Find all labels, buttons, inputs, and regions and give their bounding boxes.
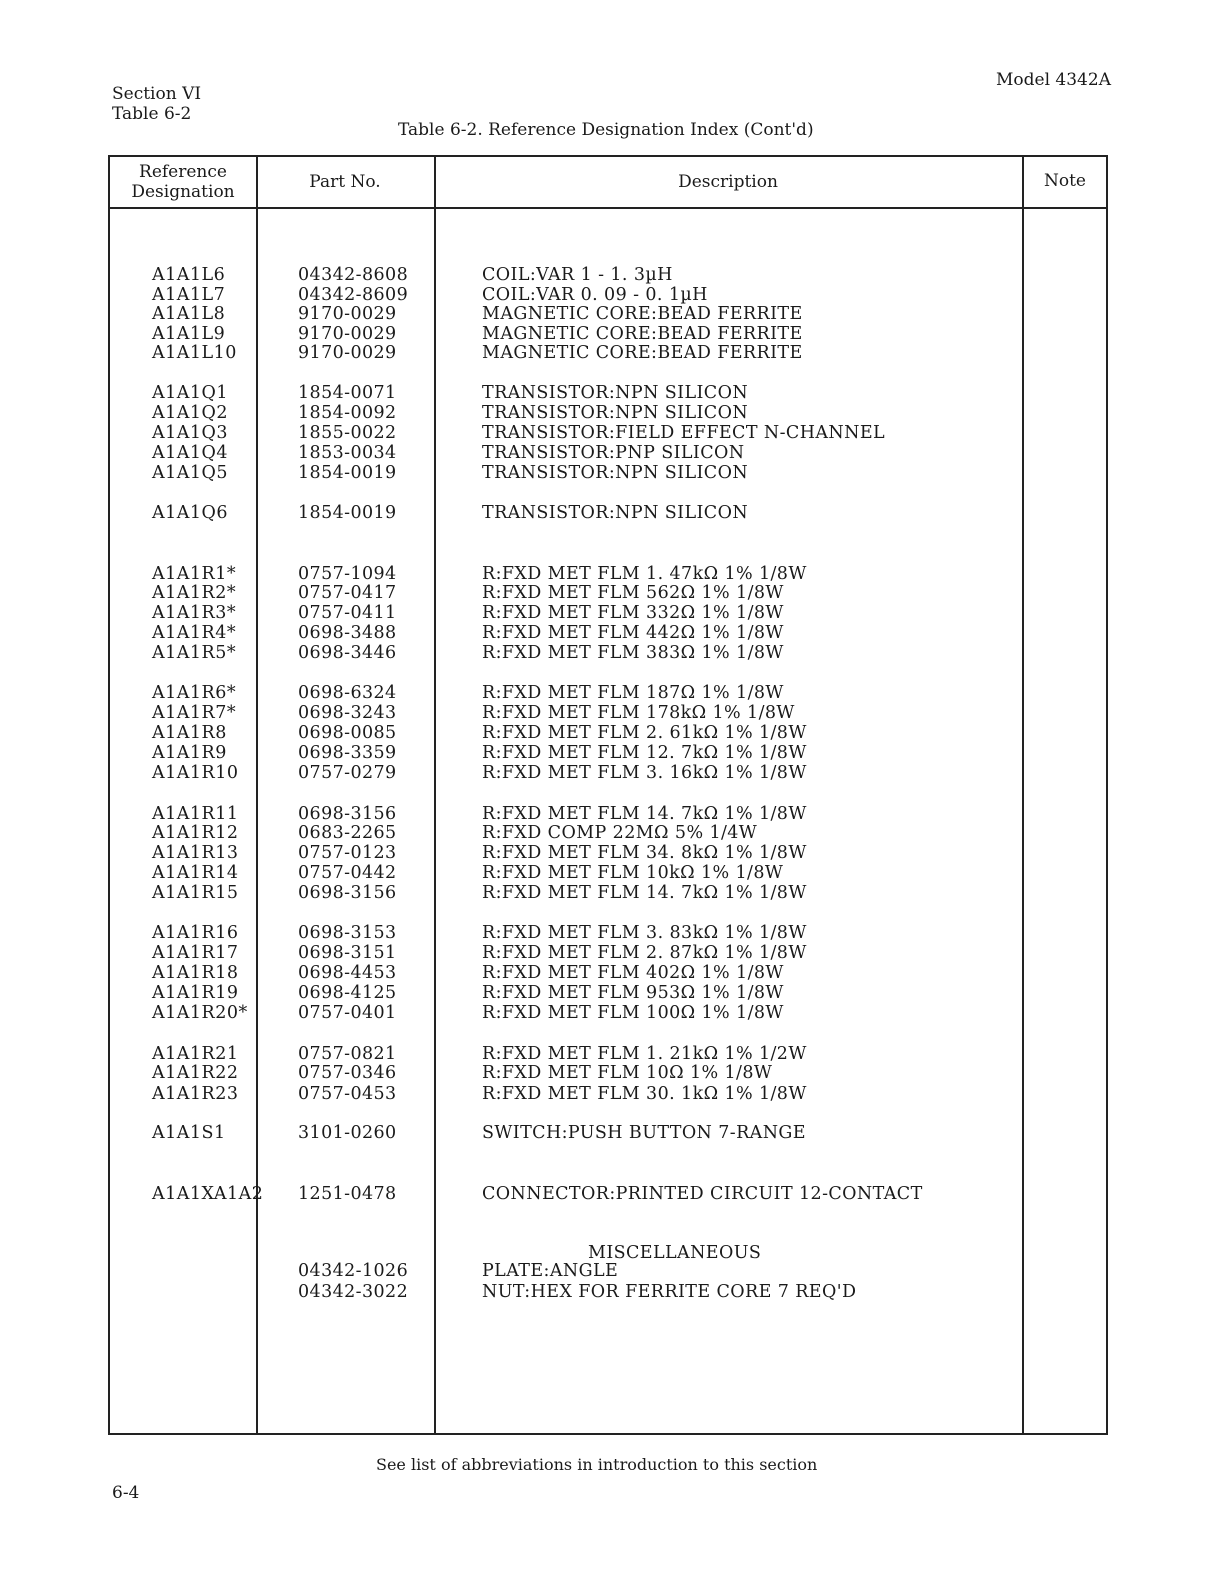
table-row [110, 1123, 1106, 1143]
cell-reference: A1A1R12 [152, 823, 239, 843]
cell-reference: A1A1Q3 [152, 423, 229, 443]
cell-reference: A1A1L10 [152, 343, 237, 363]
cell-part-no: 9170-0029 [298, 343, 397, 363]
table-row [110, 383, 1106, 403]
cell-reference: A1A1L7 [152, 285, 226, 305]
cell-part-no: 0757-0401 [298, 1003, 397, 1023]
cell-description: MAGNETIC CORE:BEAD FERRITE [482, 304, 803, 324]
table-caption: Table 6-2. Reference Designation Index (Cont'd) [398, 120, 814, 140]
cell-description: R:FXD MET FLM 10Ω 1% 1/8W [482, 1063, 773, 1083]
cell-description: MAGNETIC CORE:BEAD FERRITE [482, 324, 803, 344]
cell-description: R:FXD MET FLM 1. 47kΩ 1% 1/8W [482, 564, 807, 584]
cell-description: R:FXD MET FLM 12. 7kΩ 1% 1/8W [482, 743, 807, 763]
cell-reference: A1A1R20* [152, 1003, 248, 1023]
cell-description: R:FXD MET FLM 3. 16kΩ 1% 1/8W [482, 763, 807, 783]
cell-description: R:FXD MET FLM 187Ω 1% 1/8W [482, 683, 784, 703]
table-ref-label: Table 6-2 [112, 104, 192, 124]
cell-reference: A1A1R16 [152, 923, 239, 943]
table-row [110, 265, 1106, 285]
cell-part-no: 0698-3359 [298, 743, 397, 763]
cell-description: R:FXD MET FLM 2. 87kΩ 1% 1/8W [482, 943, 807, 963]
cell-part-no: 0757-0279 [298, 763, 397, 783]
cell-description: R:FXD MET FLM 14. 7kΩ 1% 1/8W [482, 883, 807, 903]
table-row [110, 763, 1106, 783]
table-row [110, 723, 1106, 743]
table-row [110, 503, 1106, 523]
cell-part-no: 0757-0123 [298, 843, 397, 863]
cell-part-no: 0757-1094 [298, 564, 397, 584]
cell-description: R:FXD MET FLM 3. 83kΩ 1% 1/8W [482, 923, 807, 943]
cell-part-no: 0698-3156 [298, 883, 397, 903]
table-row [110, 324, 1106, 344]
cell-reference: A1A1R18 [152, 963, 239, 983]
cell-description: COIL:VAR 1 - 1. 3µH [482, 265, 673, 285]
cell-reference: A1A1R4* [152, 623, 237, 643]
cell-part-no: 0698-3156 [298, 804, 397, 824]
column-header-note: Note [1043, 171, 1086, 191]
cell-reference: A1A1R21 [152, 1044, 239, 1064]
cell-description: R:FXD MET FLM 383Ω 1% 1/8W [482, 643, 784, 663]
cell-reference: A1A1R11 [152, 804, 239, 824]
table-row [110, 403, 1106, 423]
cell-reference: A1A1L8 [152, 304, 226, 324]
cell-description: R:FXD MET FLM 562Ω 1% 1/8W [482, 583, 784, 603]
table-row [110, 1003, 1106, 1023]
cell-description: TRANSISTOR:NPN SILICON [482, 463, 749, 483]
cell-reference: A1A1R3* [152, 603, 237, 623]
cell-part-no: 0698-6324 [298, 683, 397, 703]
cell-reference: A1A1Q5 [152, 463, 229, 483]
cell-part-no: 0698-4125 [298, 983, 397, 1003]
cell-part-no: 1854-0019 [298, 463, 397, 483]
cell-reference: A1A1R17 [152, 943, 239, 963]
table-row [110, 683, 1106, 703]
cell-part-no: 9170-0029 [298, 304, 397, 324]
cell-part-no: 1854-0019 [298, 503, 397, 523]
cell-part-no: 04342-8609 [298, 285, 409, 305]
cell-reference: A1A1L9 [152, 324, 226, 344]
cell-description: R:FXD MET FLM 442Ω 1% 1/8W [482, 623, 784, 643]
cell-description: TRANSISTOR:FIELD EFFECT N-CHANNEL [482, 423, 886, 443]
cell-description: R:FXD MET FLM 1. 21kΩ 1% 1/2W [482, 1044, 807, 1064]
cell-description: NUT:HEX FOR FERRITE CORE 7 REQ'D [482, 1282, 857, 1302]
cell-part-no: 1854-0071 [298, 383, 397, 403]
cell-description: TRANSISTOR:NPN SILICON [482, 503, 749, 523]
table-row [110, 564, 1106, 584]
cell-part-no: 9170-0029 [298, 324, 397, 344]
cell-reference: A1A1R19 [152, 983, 239, 1003]
cell-reference: A1A1XA1A2 [152, 1184, 264, 1204]
cell-reference: A1A1R5* [152, 643, 237, 663]
table-row [110, 703, 1106, 723]
table-row [110, 1184, 1106, 1204]
table-row [110, 285, 1106, 305]
table-row [110, 843, 1106, 863]
table-row [110, 823, 1106, 843]
cell-reference: A1A1R6* [152, 683, 237, 703]
cell-reference: A1A1L6 [152, 265, 226, 285]
cell-description: SWITCH:PUSH BUTTON 7-RANGE [482, 1123, 806, 1143]
cell-reference: A1A1R15 [152, 883, 239, 903]
cell-reference: A1A1R8 [152, 723, 227, 743]
reference-designation-table [108, 155, 1108, 1435]
cell-description: R:FXD MET FLM 332Ω 1% 1/8W [482, 603, 784, 623]
table-row [110, 1044, 1106, 1064]
cell-part-no: 0757-0453 [298, 1084, 397, 1104]
page-number: 6-4 [112, 1483, 140, 1503]
cell-description: R:FXD MET FLM 30. 1kΩ 1% 1/8W [482, 1084, 807, 1104]
model-label: Model 4342A [996, 70, 1111, 90]
cell-part-no: 0698-3151 [298, 943, 397, 963]
table-row [110, 1282, 1106, 1302]
cell-part-no: 0757-0442 [298, 863, 397, 883]
cell-reference: A1A1R10 [152, 763, 239, 783]
cell-reference: A1A1Q4 [152, 443, 229, 463]
cell-part-no: 1855-0022 [298, 423, 397, 443]
cell-part-no: 0757-0821 [298, 1044, 397, 1064]
table-row [110, 643, 1106, 663]
table-row [110, 804, 1106, 824]
cell-part-no: 1251-0478 [298, 1184, 397, 1204]
cell-description: R:FXD MET FLM 402Ω 1% 1/8W [482, 963, 784, 983]
table-row [110, 1261, 1106, 1281]
section-label: Section VI [112, 84, 202, 104]
cell-part-no: 1853-0034 [298, 443, 397, 463]
table-row [110, 583, 1106, 603]
table-row [110, 943, 1106, 963]
cell-part-no: 0757-0417 [298, 583, 397, 603]
cell-reference: A1A1R13 [152, 843, 239, 863]
table-row [110, 343, 1106, 363]
cell-part-no: 0757-0411 [298, 603, 397, 623]
cell-description: COIL:VAR 0. 09 - 0. 1µH [482, 285, 708, 305]
table-row [110, 603, 1106, 623]
cell-part-no: 04342-8608 [298, 265, 409, 285]
cell-reference: A1A1R9 [152, 743, 227, 763]
cell-description: R:FXD MET FLM 953Ω 1% 1/8W [482, 983, 784, 1003]
cell-description: R:FXD MET FLM 178kΩ 1% 1/8W [482, 703, 795, 723]
cell-reference: A1A1R1* [152, 564, 237, 584]
cell-description: PLATE:ANGLE [482, 1261, 619, 1281]
footnote: See list of abbreviations in introduction to this section [376, 1455, 818, 1474]
table-row [110, 983, 1106, 1003]
table-row [110, 423, 1106, 443]
table-row [110, 883, 1106, 903]
column-header-part-no: Part No. [309, 172, 381, 192]
table-row [110, 923, 1106, 943]
table-row [110, 623, 1106, 643]
table-row [110, 443, 1106, 463]
cell-part-no: 0698-3153 [298, 923, 397, 943]
cell-description: MAGNETIC CORE:BEAD FERRITE [482, 343, 803, 363]
cell-description: R:FXD MET FLM 2. 61kΩ 1% 1/8W [482, 723, 807, 743]
cell-reference: A1A1R7* [152, 703, 237, 723]
cell-part-no: 0757-0346 [298, 1063, 397, 1083]
column-header-reference: Reference Designation [131, 162, 235, 202]
cell-description: R:FXD MET FLM 10kΩ 1% 1/8W [482, 863, 784, 883]
cell-description: CONNECTOR:PRINTED CIRCUIT 12-CONTACT [482, 1184, 923, 1204]
cell-part-no: 0698-3488 [298, 623, 397, 643]
table-row [110, 463, 1106, 483]
cell-reference: A1A1R14 [152, 863, 239, 883]
table-row [110, 743, 1106, 763]
cell-description: R:FXD MET FLM 100Ω 1% 1/8W [482, 1003, 784, 1023]
cell-part-no: 0698-3243 [298, 703, 397, 723]
cell-reference: A1A1Q2 [152, 403, 229, 423]
miscellaneous-heading: MISCELLANEOUS [588, 1243, 762, 1263]
cell-part-no: 3101-0260 [298, 1123, 397, 1143]
cell-reference: A1A1R23 [152, 1084, 239, 1104]
table-row [110, 1084, 1106, 1104]
cell-reference: A1A1S1 [152, 1123, 226, 1143]
cell-description: R:FXD MET FLM 34. 8kΩ 1% 1/8W [482, 843, 807, 863]
cell-part-no: 0698-0085 [298, 723, 397, 743]
table-row [110, 1063, 1106, 1083]
cell-reference: A1A1Q1 [152, 383, 229, 403]
cell-part-no: 0698-4453 [298, 963, 397, 983]
cell-part-no: 0698-3446 [298, 643, 397, 663]
cell-description: TRANSISTOR:PNP SILICON [482, 443, 745, 463]
cell-description: R:FXD MET FLM 14. 7kΩ 1% 1/8W [482, 804, 807, 824]
cell-reference: A1A1R2* [152, 583, 237, 603]
table-row [110, 863, 1106, 883]
cell-reference: A1A1R22 [152, 1063, 239, 1083]
cell-reference: A1A1Q6 [152, 503, 229, 523]
column-header-description: Description [678, 172, 778, 192]
table-row [110, 304, 1106, 324]
cell-part-no: 04342-1026 [298, 1261, 409, 1281]
cell-part-no: 0683-2265 [298, 823, 397, 843]
cell-description: TRANSISTOR:NPN SILICON [482, 403, 749, 423]
cell-description: R:FXD COMP 22MΩ 5% 1/4W [482, 823, 758, 843]
cell-part-no: 04342-3022 [298, 1282, 409, 1302]
table-row [110, 963, 1106, 983]
cell-description: TRANSISTOR:NPN SILICON [482, 383, 749, 403]
cell-part-no: 1854-0092 [298, 403, 397, 423]
